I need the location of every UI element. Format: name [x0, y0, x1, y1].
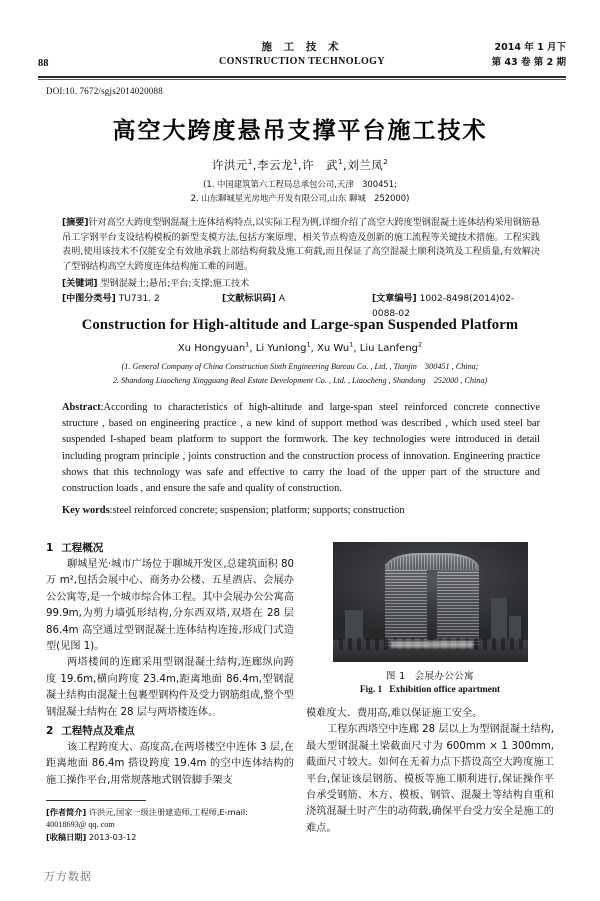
article-title-en: Construction for High-altitude and Large-span Suspended Platform	[81, 317, 519, 333]
author-en-4: Liu Lanfeng$^2$	[359, 341, 423, 355]
section-2-paragraph-1: 该工程跨度大、高度高,在两塔楼空中连体 3 层,在距离地面 86.4m 搭设跨度 19.4m 的空中连体结构的施工操作平台,用常规落地式钢管脚手架支	[46, 742, 294, 786]
author-en-3: Xu Wu$^1$	[317, 341, 354, 355]
affiliations-cn	[0, 178, 600, 205]
page-number: 88	[38, 58, 49, 69]
figure-1-text-cn: 会展办公公寓	[414, 671, 475, 682]
figure-1-number-cn: 图 1	[385, 671, 406, 682]
header-rule-thin	[38, 79, 566, 80]
figure-1-text-en: Exhibition office apartment	[389, 685, 501, 695]
received-date-value: 2013-03-12	[88, 832, 137, 843]
journal-name-block	[38, 40, 566, 68]
section-2-paragraph-2: 工程东西塔空中连廊 28 层以上为型钢混凝土结构,最大型钢混凝土梁截面尺寸为 600mm × 1 300mm,截面尺寸较大。如何在无着力点下搭设高空大跨度施工平台,保证该层钢筋、模板等施工顺利进行,保证操作平台承受钢筋、木方、模板、钢管、混凝土等结构自重和浇筑混凝土时产生的动荷载,确保平台受力安全是施工的难点。	[306, 724, 554, 834]
affiliations-en	[0, 360, 600, 387]
author-bio-text: 许洪元,国家一级注册建造师,工程师,E-mail:	[88, 807, 248, 817]
figure-light-glow	[391, 641, 473, 648]
abstract-cn	[62, 216, 540, 274]
section-2-number: 2	[46, 725, 54, 738]
abstract-cn-text: 针对高空大跨度型钢混凝土连体结构特点,以实际工程为例,详细介绍了高空大跨度型钢混凝土连体结构采用钢筋悬吊工字钢平台支设结构模板的新型支模方法,包括方案原理、相关节点构造及创新的施工流程等关键技术措施。工程实践表明,使用该技术不仅能安全有效地承载上部结构荷载及施工荷载,而且保证了高空混凝土顺利浇筑及工程质量,有效解决了型钢结构高空大跨度连体结构施工难的问题。	[62, 218, 540, 272]
keywords-en	[62, 503, 540, 519]
section-1-paragraph-2: 两塔楼间的连廊采用型钢混凝土结构,连廊纵向跨度 19.6m,横向跨度 23.4m,距离地面 86.4m,型钢混凝土结构由混凝土包裹型钢构件及受力钢筋组成,整个型钢混凝土结构在 28 层与两塔楼连体。	[46, 657, 294, 718]
affiliation-cn-1: (1. 中国建筑第六工程局总承包公司,天津 300451;	[203, 179, 397, 189]
abstract-cn-label: [摘要]	[62, 218, 89, 228]
affiliation-en-1: (1. General Company of China Construction Sixth Engineering Bureau Co. , Ltd. , Tianjin 300451 , China;	[121, 362, 479, 371]
keywords-cn-text: 型钢混凝土;悬吊;平台;支撑;施工技术	[100, 279, 250, 289]
author-email: 40018693@ qq. com	[46, 819, 115, 829]
author-cn-4: 刘兰凤$^2$	[347, 158, 389, 172]
clc-label: [中图分类号]	[62, 294, 116, 304]
abstract-en-label: Abstract	[62, 402, 101, 413]
author-bio-label: [作者简介]	[46, 807, 87, 817]
section-heading-1	[46, 540, 294, 557]
received-date-label: [收稿日期]	[46, 832, 87, 843]
body-column-right	[306, 706, 554, 837]
authors-cn: 许洪元$^1$,李云龙$^1$,许 武$^1$,刘兰凤$^2$	[211, 158, 389, 172]
keywords-cn	[62, 277, 540, 292]
article-title-cn: 高空大跨度悬吊支撑平台施工技术	[112, 118, 488, 144]
figure-sky-bridge	[385, 553, 479, 570]
affiliation-cn-2: 2. 山东聊城星光房地产开发有限公司,山东 聊城 252000)	[190, 192, 410, 203]
author-bio-line	[46, 806, 296, 819]
clc-value: TU731. 2	[118, 294, 160, 304]
section-1-paragraph-1: 聊城星光·城市广场位于聊城开发区,总建筑面积 80 万 m²,包括会展中心、商务办公楼、五星酒店、会展办公公寓等,是一个城市综合体工程。其中会展办公公寓高 99.9m,为剪力墙弧形结构,分东西双塔,双塔在 28 层 86.4m 高空通过型钢混凝土连体结构连接,形成门式造型(见图 1)。	[46, 559, 294, 653]
author-en-2: Li Yunlong$^1$	[255, 341, 311, 355]
keywords-en-text: :steel reinforced concrete; suspension; platform; supports; construction	[109, 505, 405, 516]
author-cn-3: 许 武$^1$	[302, 158, 344, 172]
volume-issue: 第 43 卷 第 2 期	[491, 57, 566, 68]
figure-1-caption-cn	[306, 668, 554, 682]
header-rule	[38, 76, 566, 78]
body-column-left	[46, 538, 294, 789]
abstract-en	[62, 400, 540, 497]
figure-tower-east	[437, 566, 479, 646]
figure-1-number-en: Fig. 1	[359, 685, 383, 695]
keywords-cn-label: [关键词]	[62, 279, 98, 289]
authors-en: Xu Hongyuan$^1$, Li Yunlong$^1$, Xu Wu$^1$, Liu Lanfeng$^2$	[177, 341, 423, 355]
issue-date: 2014 年 1 月下	[494, 42, 566, 53]
figure-1-image	[333, 542, 528, 662]
figure-1-caption-en	[306, 685, 554, 695]
abstract-en-text: :According to characteristics of high-altitude and large-span steel reinforced concrete connective structure , based on engineering practice , a new kind of support method was described , which used steel bar suspended I-shaped beam platform to support the formwork. The key technologies were introduced in detail including program principle , joints construction and the construction process of innovation. Engineering practice shows that this technology was safe and effective to carry the load of the upper part of the structure and construction loads , and ensure the safe and quality of construction.	[62, 402, 540, 495]
figure-tower-west	[385, 564, 427, 646]
doccode-value: A	[278, 294, 285, 304]
affiliation-en-2: 2. Shandong Liaocheng Xingguang Real Estate Development Co. , Ltd. , Liaocheng , Shandong 252000 , China)	[112, 375, 488, 385]
footnote-block	[46, 806, 296, 844]
keywords-en-label: Key words	[62, 505, 110, 516]
doccode-label: [文献标识码]	[222, 294, 276, 304]
author-cn-1: 许洪元$^1$	[211, 158, 253, 172]
author-cn-2: 李云龙$^1$	[256, 158, 298, 172]
running-head	[38, 40, 566, 76]
section-1-title: 工程概况	[61, 542, 104, 554]
database-watermark: 万方数据	[44, 870, 92, 883]
artno-label: [文章编号]	[372, 294, 417, 304]
section-2-title: 工程特点及难点	[61, 725, 135, 738]
journal-name-en: CONSTRUCTION TECHNOLOGY	[219, 56, 385, 67]
author-en-1: Xu Hongyuan$^1$	[177, 341, 250, 355]
section-2-paragraph-1-continued: 模难度大、费用高,难以保证施工安全。	[306, 708, 483, 719]
figure-1	[306, 542, 554, 695]
doi-text: DOI:10. 7672/sgjs2014020088	[46, 86, 163, 96]
journal-name-cn: 施 工 技 术	[261, 41, 343, 53]
received-date-line	[46, 831, 296, 844]
section-1-number: 1	[46, 542, 54, 554]
issue-info	[492, 40, 566, 70]
artno-value: 1002-8498(2014)02-0088-02	[372, 294, 515, 319]
footnote-rule	[46, 800, 146, 801]
section-heading-2	[46, 723, 294, 740]
